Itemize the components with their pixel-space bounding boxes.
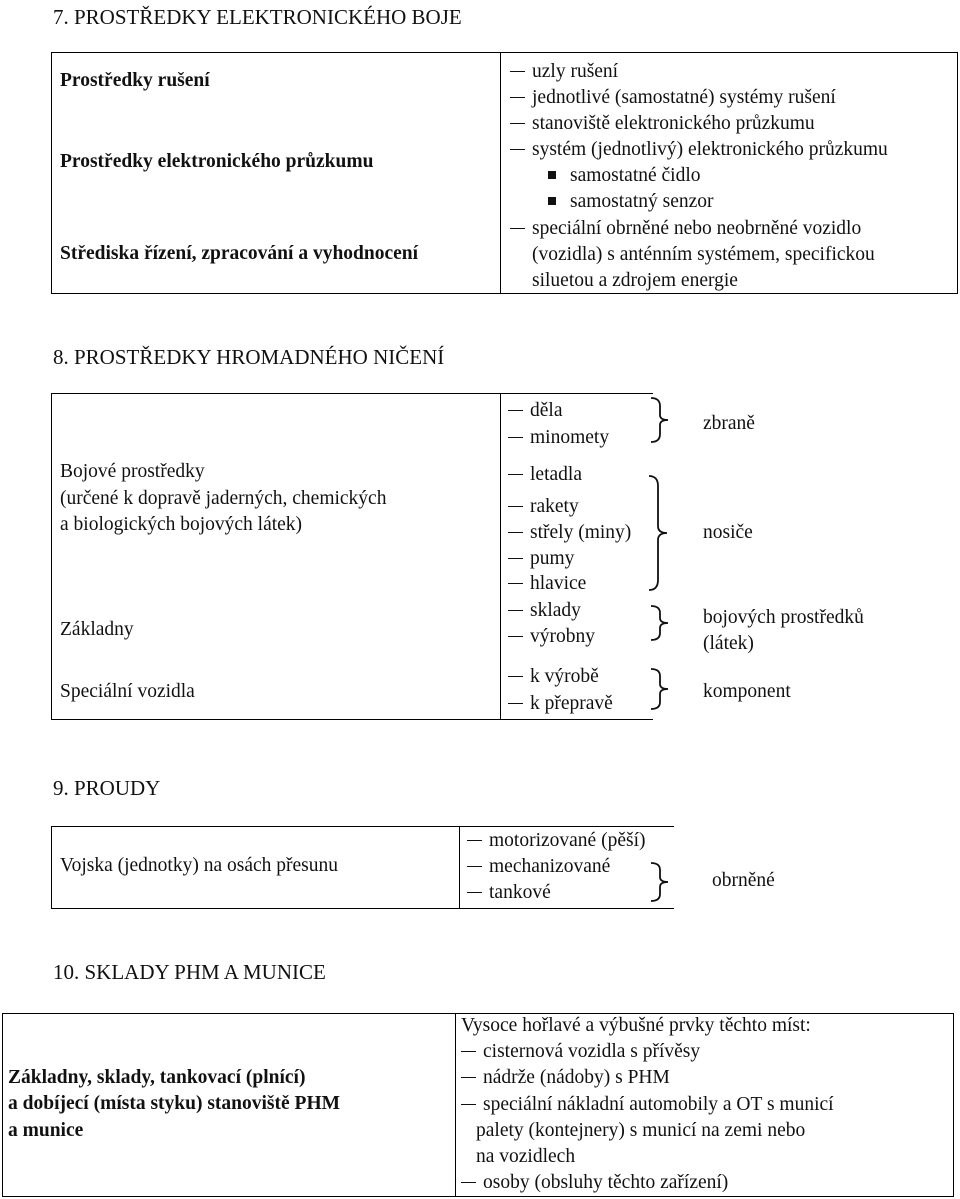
s9-item: tankové [467,882,551,904]
s10-item-cont: palety (kontejnery) s municí na zemi nebo [476,1120,806,1141]
brace-icon [648,861,674,903]
brace-icon [646,474,672,592]
s7-item: uzly rušení [510,61,618,83]
s8-group-weapons: zbraně [703,413,755,434]
dash-icon [510,71,525,72]
s10-left-3: a munice [8,1120,84,1141]
s8-left-a2: (určené k dopravě jaderných, chemických [60,488,387,509]
dash-icon [461,1077,476,1078]
dash-icon [508,610,523,611]
s7-left-2: Prostředky elektronického průzkumu [60,151,374,172]
s8-item: pumy [508,548,574,570]
s8-left-box [51,393,501,720]
dash-icon [510,97,525,98]
s8-item: sklady [508,600,581,622]
s8-item: rakety [508,496,579,518]
dash-icon [467,892,482,893]
brace-icon [648,396,674,444]
brace-icon [648,667,674,711]
s8-left-a3: a biologických bojových látek) [60,514,303,535]
dash-icon [510,149,525,150]
s7-item: speciální obrněné nebo neobrněné vozidlo [510,218,861,240]
s10-left-1: Základny, sklady, tankovací (plnící) [8,1067,306,1088]
s7-bullet-item: samostatné čidlo [548,165,701,187]
s7-item: jednotlivé (samostatné) systémy rušení [510,87,836,109]
s8-item: děla [508,400,562,422]
s10-item: cisternová vozidla s přívěsy [461,1041,700,1063]
s8-item: hlavice [508,573,586,595]
dash-icon [508,410,523,411]
s10-item: speciální nákladní automobily a OT s municí [461,1094,834,1116]
dash-icon [508,676,523,677]
section-10-title: 10. SKLADY PHM A MUNICE [53,960,326,984]
dash-icon [461,1051,476,1052]
s8-item: letadla [508,464,582,486]
dash-icon [508,532,523,533]
section-8-title: 8. PROSTŘEDKY HROMADNÉHO NIČENÍ [53,345,445,369]
dash-icon [461,1182,476,1183]
dash-icon [508,506,523,507]
dash-icon [508,583,523,584]
s7-item: systém (jednotlivý) elektronického průzkumu [510,139,888,161]
dash-icon [508,474,523,475]
s8-item: minomety [508,427,609,449]
s8-group-carriers: nosiče [703,522,753,543]
s7-left-3: Střediska řízení, zpracování a vyhodnocení [60,243,419,264]
dash-icon [510,123,525,124]
dash-icon [467,840,482,841]
s10-item: osoby (obsluhy těchto zařízení) [461,1172,728,1194]
s7-item-cont: (vozidla) s anténním systémem, specifickou [532,244,875,265]
square-bullet-icon [548,197,556,205]
s10-item-cont: na vozidlech [476,1146,576,1167]
s8-item: střely (miny) [508,522,631,544]
s7-item: stanoviště elektronického průzkumu [510,113,815,135]
brace-icon [648,604,674,642]
square-bullet-icon [548,171,556,179]
s10-intro: Vysoce hořlavé a výbušné prvky těchto míst: [461,1015,811,1036]
s10-left-2: a dobíjecí (místa styku) stanoviště PHM [8,1093,341,1114]
section-7-title: 7. PROSTŘEDKY ELEKTRONICKÉHO BOJE [53,5,462,29]
s9-left: Vojska (jednotky) na osách přesunu [60,855,338,876]
s8-group-components: komponent [703,681,791,702]
s8-item: k přepravě [508,693,613,715]
s9-group-armored: obrněné [712,870,775,891]
s7-bullet-item: samostatný senzor [548,191,714,213]
s8-group-agents-2: (látek) [703,633,754,654]
s8-item: výrobny [508,626,595,648]
dash-icon [508,703,523,704]
dash-icon [508,437,523,438]
s7-left-1: Prostředky rušení [60,70,210,91]
dash-icon [508,558,523,559]
s7-item-cont: siluetou a zdrojem energie [532,270,738,291]
s8-group-agents-1: bojových prostředků [703,607,864,628]
s8-left-a1: Bojové prostředky [60,461,205,482]
dash-icon [467,866,482,867]
s8-item: k výrobě [508,666,599,688]
s8-left-c: Speciální vozidla [60,681,195,702]
dash-icon [510,228,525,229]
s9-item: mechanizované [467,856,610,878]
s8-left-b: Základny [60,619,134,640]
s9-item: motorizované (pěší) [467,830,646,852]
section-9-title: 9. PROUDY [53,776,161,800]
dash-icon [508,636,523,637]
dash-icon [461,1104,476,1105]
s10-item: nádrže (nádoby) s PHM [461,1067,670,1089]
